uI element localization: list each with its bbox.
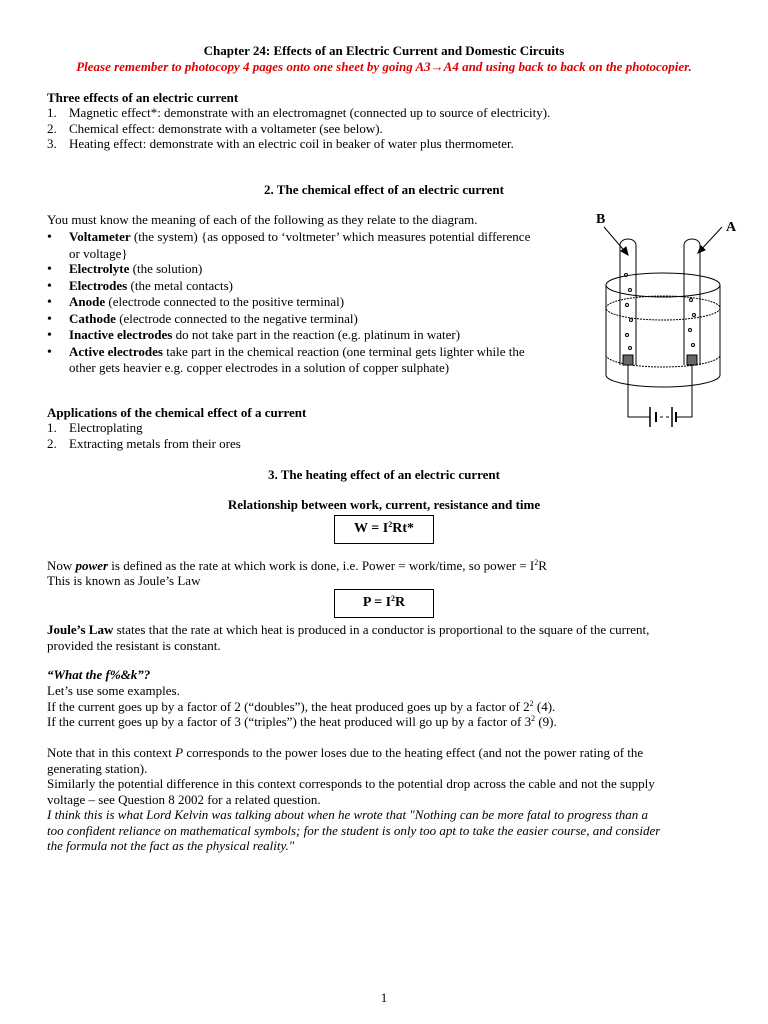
chemical-intro: You must know the meaning of each of the following as they relate to the diagram.: [47, 212, 478, 227]
list-item-continuation: or voltage}: [69, 245, 128, 261]
example-doubles: If the current goes up by a factor of 2 (“doubles”), the heat produced goes up by a factor of $2^2$ (4).: [47, 699, 556, 714]
list-item: •Anode (electrode connected to the positive terminal): [47, 294, 587, 311]
list-item: •Active electrodes take part in the chemical reaction (one terminal gets lighter while the: [47, 344, 587, 361]
note-potential-drop: Similarly the potential difference in this context corresponds to the potential drop across the cable and not the supply voltage – see Question 8 2002 for a related question.: [47, 776, 655, 807]
example-triples: If the current goes up by a factor of 3 (“triples”) the heat produced will go up by a factor of $3^2$ (9).: [47, 714, 557, 729]
beaker-rim: [606, 273, 720, 297]
list-item: 2. Chemical effect: demonstrate with a voltameter (see below).: [47, 120, 383, 136]
joules-law-statement: Joule’s Law states that the rate at which heat is produced in a conductor is proportional to the square of the current, provided the resistant is constant.: [47, 622, 650, 653]
bubble: [626, 304, 629, 307]
list-item: 2. Extracting metals from their ores: [47, 435, 241, 451]
water-surface: [606, 296, 720, 320]
bullet: [47, 294, 69, 311]
list-item: 3. Heating effect: demonstrate with an electric coil in beaker of water plus thermometer.: [47, 136, 514, 151]
heating-subheading: Relationship between work, current, resistance and time: [227, 497, 541, 512]
list-item: •Electrolyte (the solution): [47, 261, 587, 278]
list-item-continuation: other gets heavier e.g. copper electrodes in a solution of copper sulphate): [69, 360, 450, 375]
list-item: •Voltameter (the system) {as opposed to ‘voltmeter’ which measures potential difference: [47, 229, 587, 246]
voltameter-diagram: [590, 205, 750, 445]
bullet: [47, 278, 69, 295]
bubble: [625, 274, 628, 277]
bubble: [629, 347, 632, 350]
bullet: [47, 327, 69, 344]
label-b: B: [596, 212, 606, 227]
bullet: [47, 311, 69, 328]
bubble: [629, 289, 632, 292]
bullet: [47, 261, 69, 278]
bullet: [47, 344, 69, 361]
applications-list: [47, 420, 241, 451]
three-effects-heading: Three effects of an electric current: [47, 90, 239, 105]
wire-left: [628, 365, 650, 417]
page-title: Chapter 24: Effects of an Electric Current and Domestic Circuits: [203, 43, 565, 58]
wire-right: [676, 365, 692, 417]
joules-law-known: This is known as Joule’s Law: [47, 573, 201, 588]
list-item: •Inactive electrodes do not take part in the reaction (e.g. platinum in water): [47, 327, 587, 344]
power-definition: Now power is defined as the rate at which work is done, i.e. Power = work/time, so power = $I^2R$: [47, 558, 547, 573]
kelvin-quote: I think this is what Lord Kelvin was talking about when he wrote that "Nothing can be more fatal to progress than a too confident reliance on mathematical symbols; for the student is only too apt to take the easier course, and consider the formula not the fact as the physical reality.": [47, 807, 661, 853]
photocopy-notice: Please remember to photocopy 4 pages onto one sheet by going A3→A4 and using back to back on the photocopier.: [76, 59, 692, 74]
chemical-heading: 2. The chemical effect of an electric current: [264, 182, 504, 197]
bubble: [689, 329, 692, 332]
beaker-base: [606, 375, 720, 387]
page-number: 1: [380, 990, 388, 1005]
terms-list: [47, 229, 587, 376]
bubble: [626, 334, 629, 337]
heating-heading: 3. The heating effect of an electric current: [267, 467, 500, 482]
list-item: •Electrodes (the metal contacts): [47, 278, 587, 295]
wtf-heading: “What the f%&k”?: [47, 667, 151, 682]
electrode-right: [687, 355, 697, 365]
bullet: [47, 229, 69, 246]
bubble: [630, 319, 633, 322]
bubble: [690, 299, 693, 302]
list-item: 1. Electroplating: [47, 420, 143, 435]
list-item: 1. Magnetic effect*: demonstrate with an electromagnet (connected up to source of electricity).: [47, 105, 551, 120]
examples-intro: Let’s use some examples.: [47, 683, 180, 698]
three-effects-list: [47, 105, 550, 152]
formula-work-box: $W = I^2Rt*$: [334, 515, 434, 544]
list-item: •Cathode (electrode connected to the negative terminal): [47, 311, 587, 328]
label-a: A: [726, 220, 737, 235]
tube-left: [620, 239, 636, 365]
electrode-left: [623, 355, 633, 365]
bubble: [693, 314, 696, 317]
applications-heading: Applications of the chemical effect of a current: [47, 405, 307, 420]
formula-power-box: $P = I^2R$: [334, 589, 434, 618]
note-power-loss: Note that in this context P corresponds to the power loses due to the heating effect (and not the power rating of the generating station).: [47, 745, 644, 776]
bubble: [692, 344, 695, 347]
